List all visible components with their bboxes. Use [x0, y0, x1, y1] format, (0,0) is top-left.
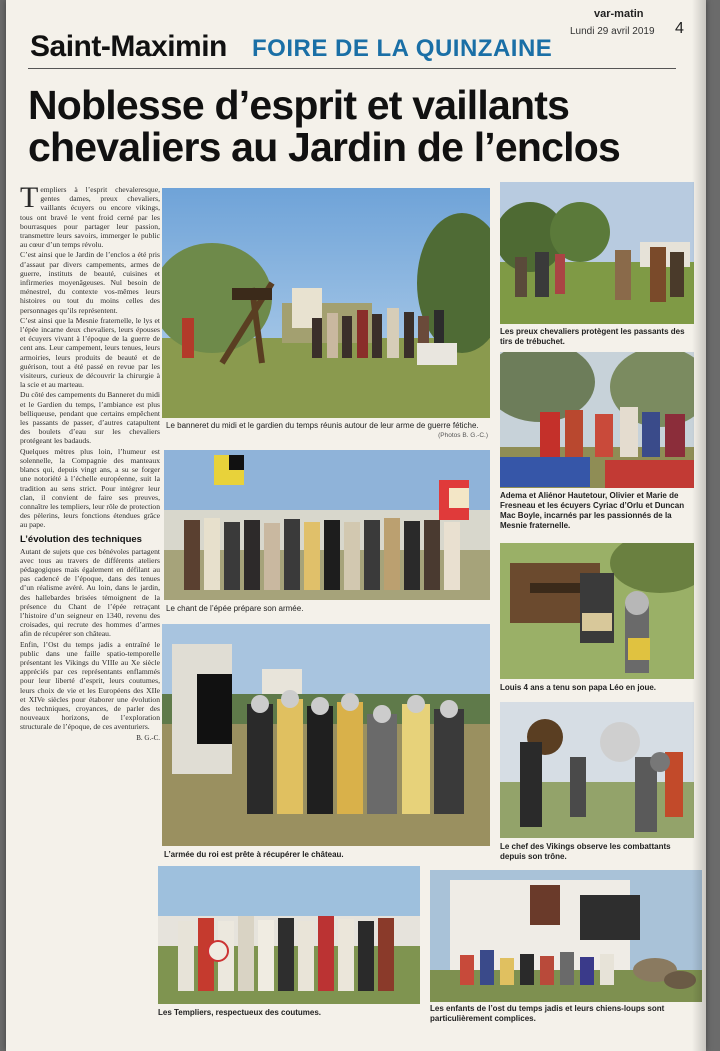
article-subhead: L’évolution des techniques	[20, 533, 142, 545]
article-paragraph: C’est ainsi que la Mesnie fraternelle, le lys et l’épée incarne deux chevaliers, leurs épouses et écuyers vivant à l’époque de la guerre de cent ans. Leur campement, leurs tenues, leurs armoiries, leurs produits de beauté et de guérison, tout a été passé en revue par les visiteurs, curieux de découvrir la chirurgie à la scie et au marteau.	[20, 315, 160, 390]
photo-louis-crossbow	[500, 543, 694, 679]
article-paragraph: C’est ainsi que le Jardin de l’enclos a été pris d’assaut par divers campements, armes de guerre, instituts de beauté, cuisines et infirmeries moyenâgeuses. Nul besoin de ménestrel, du contexte vos-mêmes leurs histoires ou tout du moins celles des personnages qu’ils représentent.	[20, 250, 160, 315]
photo-chant-epee	[164, 450, 490, 600]
article-paragraph: Templiers à l’esprit chevaleresque, gentes dames, preux chevaliers, vaillants écuyers ou encore vikings, tous ont bravé le vent froid cerné par les bourrasques pour partager leur passion, transmettre leurs savoirs, immerger le public au cœur d’un temps révolu.	[20, 185, 160, 250]
headline	[28, 84, 688, 168]
newspaper-page	[6, 0, 706, 1051]
headline-line-2: chevaliers au Jardin de l’enclos	[28, 124, 620, 170]
header-rule	[28, 68, 676, 69]
article-paragraph: Quelques mètres plus loin, l’humeur est solennelle, la Compagnie des manteaux blancs qui, depuis vingt ans, a su se forger une notoriété à l’échelle européenne, suit la tradition au sens strict. Pour intégrer leur clan, il convient de faire ses preuves, connaître les templiers, leur rôle de protection des pèlerins, leurs fonctions étendues grâce au pape.	[20, 446, 160, 530]
photo-armee-du-roi	[162, 624, 490, 846]
photo-caption: Le chant de l’épée prépare son armée.	[166, 604, 304, 613]
photo-trebuchet-group	[162, 188, 490, 418]
photo-children-wolfdogs	[430, 870, 702, 1002]
photo-knights-protect	[500, 182, 694, 324]
page-number: 4	[675, 20, 684, 37]
photo-caption: Le chef des Vikings observe les combattants depuis son trône.	[500, 842, 671, 861]
article-paragraph: Du côté des campements du Banneret du midi et le Gardien du temps, l’ambiance est plus belliqueuse, pendant que certains empêchent les passants de passer, d’autres catapultent des boulets d’eau sur les chevaliers protégeant les badauds.	[20, 390, 160, 446]
photo-caption: Les enfants de l’ost du temps jadis et leurs chiens-loups sont particulièrement complices.	[430, 1004, 665, 1023]
photo-templiers	[158, 866, 420, 1004]
article-paragraph: Autant de sujets que ces bénévoles partagent avec tous au travers de différents ateliers pédagogiques mais également en défilant au pas cadencé de l’époque, dans des tenues d’un réalisme avéré. Au loin, dans le jardin, des hallebardes brisées témoignent de la présence du Chant de l’épée retraçant l’histoire d’un seigneur en 1340, revenu des croisades, qui recrute des hommes d’armes afin de récupérer son château.	[20, 546, 160, 639]
photo-caption: Adema et Aliénor Hautetour, Olivier et Marie de Fresneau et les écuyers Cyriac d’Orlu et Duncan Mac Boyle, incarnés par les passionnés de la Mesnie fraternelle.	[500, 491, 685, 530]
section-city: Saint-Maximin	[30, 30, 227, 63]
photo-caption: Les Templiers, respectueux des coutumes.	[158, 1008, 322, 1017]
dropcap: T	[20, 185, 39, 214]
issue-date: Lundi 29 avril 2019	[570, 26, 655, 37]
photo-mesnie-fraternelle	[500, 352, 694, 488]
photo-caption: Louis 4 ans a tenu son papa Léo en joue.	[500, 683, 657, 692]
author-signature: B. G.-C.	[136, 733, 160, 742]
article-paragraph: Enfin, l’Ost du temps jadis a entraîné le public dans une faille spatio-temporelle présentant les Vikings du VIIIe au Xe siècle appréciés par ces représentants enflammés pour leur liberté d’esprit, leurs coutumes, leurs choix de vie et les Européens des XIIe et XIVe siècles pour étaborer une évolution des techniques, croyances, de parler des nouveaux horizons, de l’exploration structurale de l’époque, de ces aventuriers.	[20, 639, 160, 732]
article-body	[20, 185, 160, 1015]
section-event: FOIRE DE LA QUINZAINE	[252, 35, 553, 62]
photo-credit: (Photos B. G.-C.)	[438, 432, 488, 439]
photo-caption: L’armée du roi est prête à récupérer le château.	[164, 850, 344, 859]
photo-caption: Les preux chevaliers protègent les passants des tirs de trébuchet.	[500, 327, 685, 346]
newspaper-name: var-matin	[594, 8, 644, 20]
photo-viking-chief	[500, 702, 694, 838]
headline-line-1: Noblesse d’esprit et vaillants	[28, 82, 570, 128]
photo-caption: Le banneret du midi et le gardien du temps réunis autour de leur arme de guerre fétiche. (Photos B. G.-C.)	[166, 421, 488, 439]
